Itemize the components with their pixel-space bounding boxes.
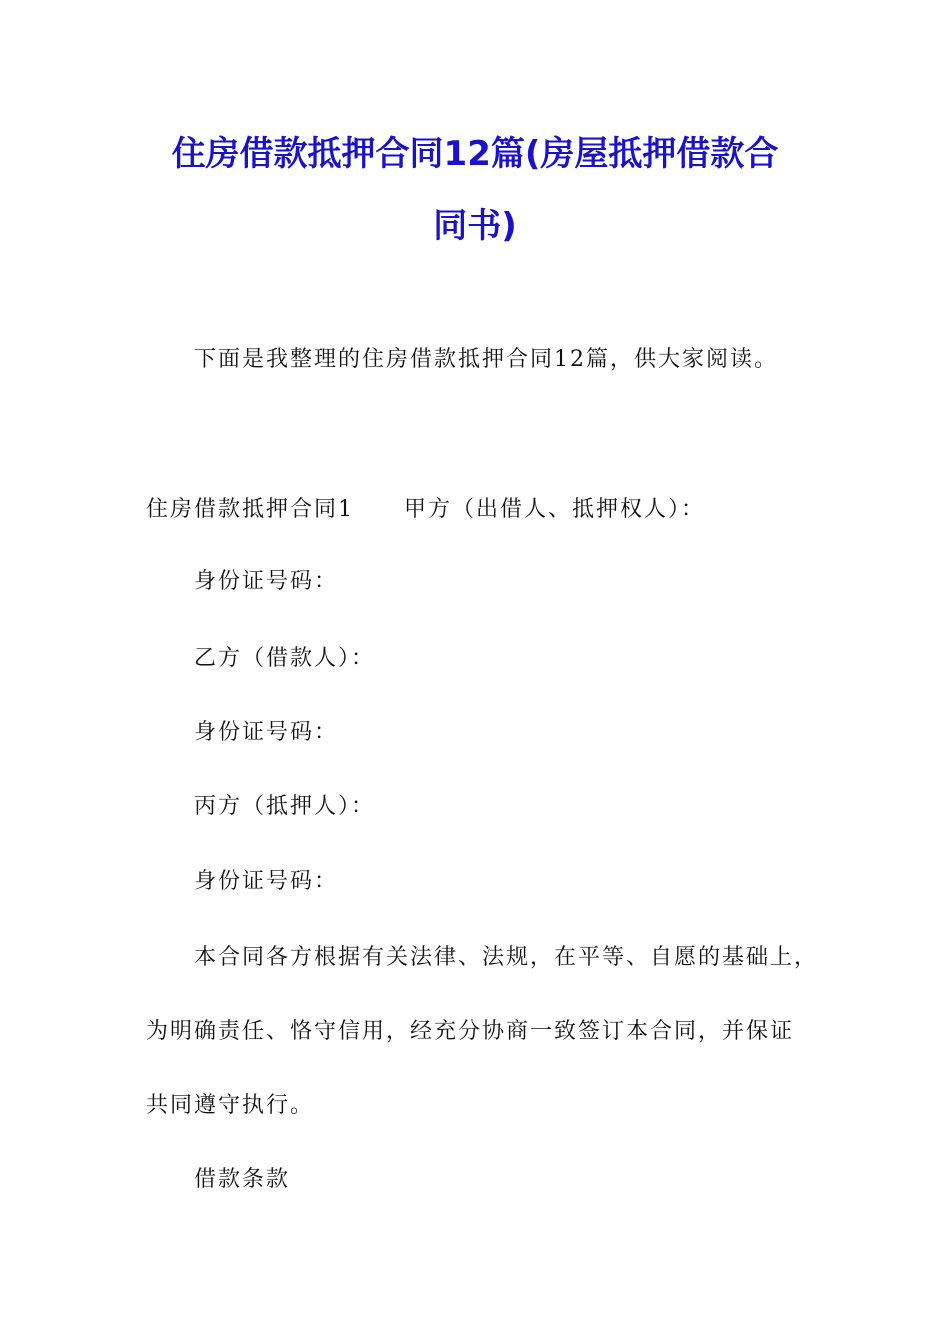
party-b-label: 乙方（借款人）： <box>194 646 376 671</box>
party-c-label: 丙方（抵押人）： <box>194 794 376 819</box>
contract-heading: 住房借款抵押合同1 <box>146 497 354 522</box>
party-a-label: 甲方（出借人、抵押权人）： <box>404 497 706 522</box>
intro-paragraph: 下面是我整理的住房借款抵押合同12篇，供大家阅读。 <box>194 347 778 372</box>
preamble-line-1: 本合同各方根据有关法律、法规，在平等、自愿的基础上， <box>194 945 819 970</box>
party-a-id-label: 身份证号码： <box>194 569 339 594</box>
party-b-id-label: 身份证号码： <box>194 720 339 745</box>
party-c-id-label: 身份证号码： <box>194 869 339 894</box>
preamble-line-2: 为明确责任、恪守信用，经充分协商一致签订本合同，并保证 <box>146 1019 795 1044</box>
preamble-line-3: 共同遵守执行。 <box>146 1093 315 1118</box>
contract-heading-row <box>146 496 705 524</box>
document-title-line-1: 住房借款抵押合同12篇(房屋抵押借款合 <box>171 134 779 174</box>
section-heading: 借款条款 <box>194 1167 291 1192</box>
document-title-line-2: 同书) <box>433 206 517 246</box>
